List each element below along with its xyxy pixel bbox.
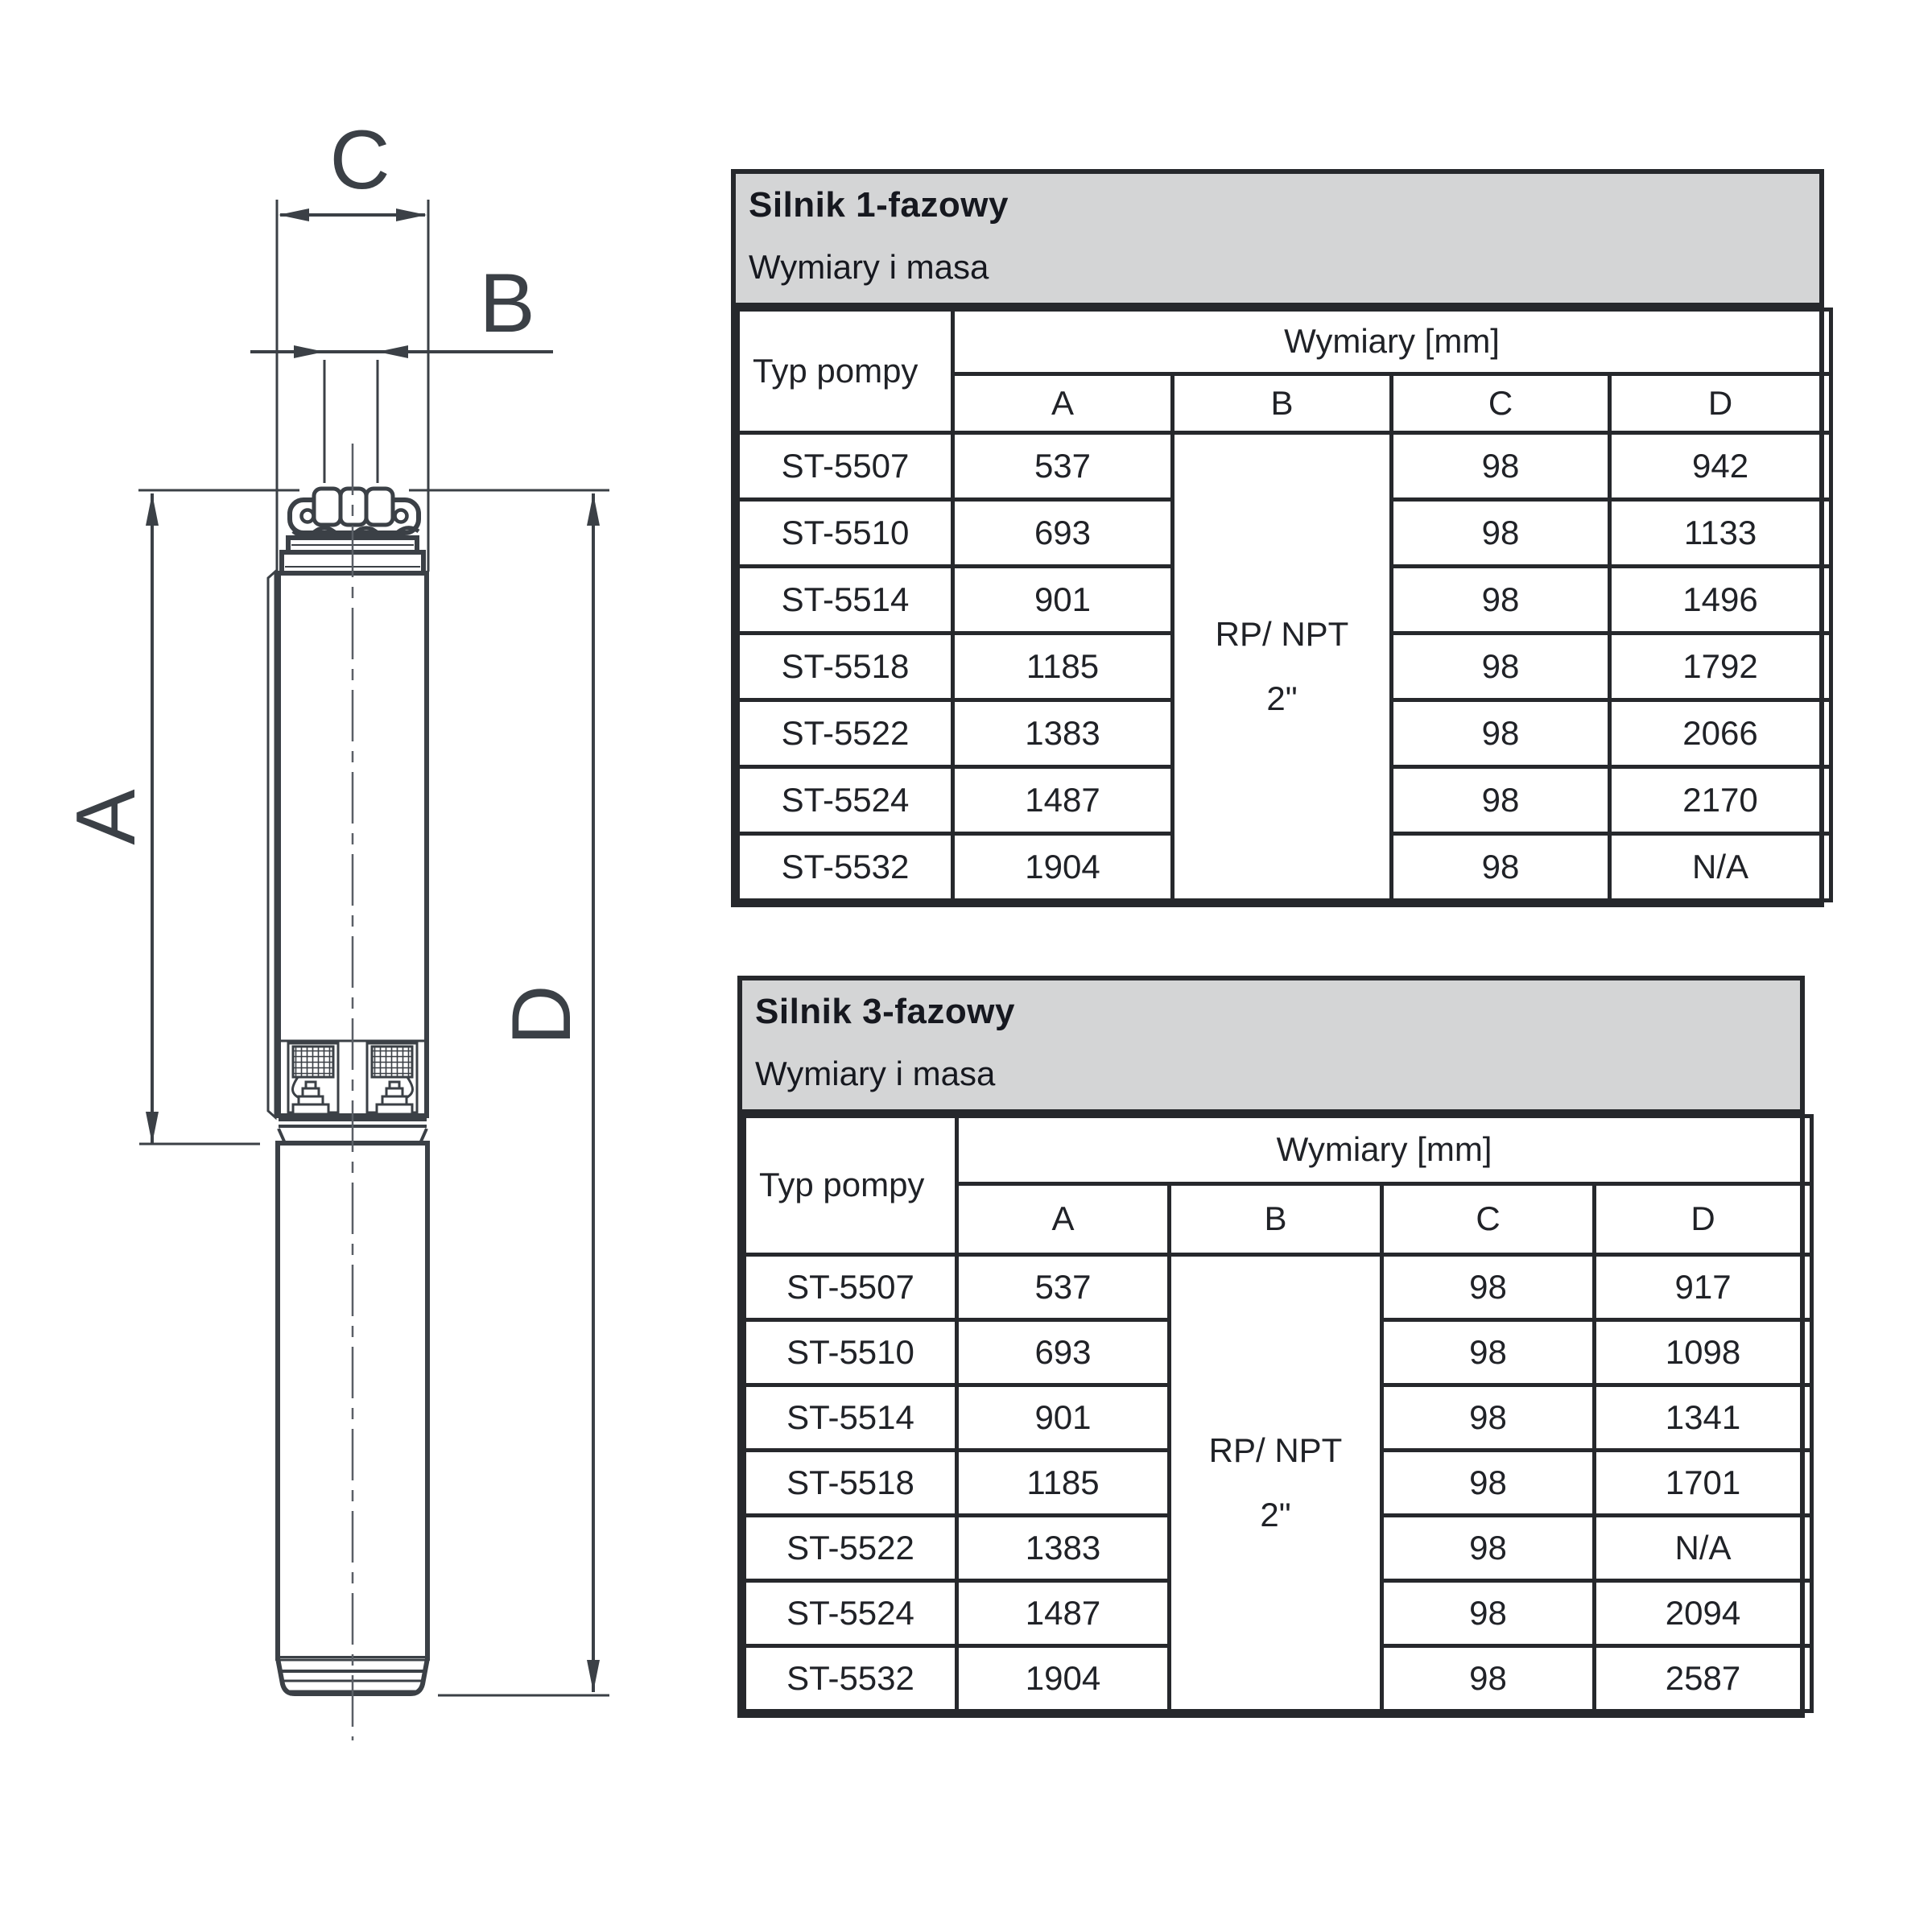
winding-coil-left (293, 1046, 333, 1077)
cell-d: N/A (1610, 834, 1831, 901)
table1-header-row-1 (738, 310, 1831, 374)
dim-label-d: D (495, 985, 588, 1046)
arrow-d-up (587, 493, 600, 526)
pump-outline (268, 489, 427, 1694)
column-header-dimensions: Wymiary [mm] (957, 1117, 1812, 1184)
dim-label-b: B (479, 257, 535, 350)
winding-coil-right (372, 1046, 412, 1077)
cell-a: 901 (957, 1385, 1170, 1451)
cell-type: ST-5532 (745, 1646, 957, 1711)
cell-a: 1185 (957, 1451, 1170, 1516)
cell-c: 98 (1392, 500, 1610, 567)
arrow-d-down (587, 1660, 600, 1692)
cell-d: 1133 (1610, 500, 1831, 567)
cable-guard (268, 572, 275, 1117)
column-header-b: B (1173, 374, 1392, 433)
cell-a: 693 (953, 500, 1173, 567)
table1-title: Silnik 1-fazowy (749, 185, 1009, 225)
cell-b-merged (1173, 433, 1392, 901)
arrow-a-up (146, 493, 159, 526)
column-header-pump-type: Typ pompy (745, 1117, 957, 1255)
arrow-a-down (146, 1112, 159, 1144)
cell-type: ST-5510 (745, 1320, 957, 1385)
table-row (745, 1255, 1812, 1320)
arrow-c-right (396, 208, 427, 221)
table-row (738, 433, 1831, 500)
cell-c: 98 (1392, 433, 1610, 500)
cell-a: 1904 (957, 1646, 1170, 1711)
table1-subtitle: Wymiary i masa (749, 248, 989, 286)
cell-d: 1792 (1610, 634, 1831, 700)
column-header-pump-type: Typ pompy (738, 310, 953, 433)
cell-c: 98 (1392, 700, 1610, 767)
cell-b-merged (1170, 1255, 1382, 1711)
cell-a: 537 (953, 433, 1173, 500)
cell-type: ST-5522 (738, 700, 953, 767)
table2-header-band (742, 980, 1800, 1114)
arrow-b-right (378, 345, 408, 358)
column-header-dimensions: Wymiary [mm] (953, 310, 1831, 374)
cell-c: 98 (1382, 1385, 1595, 1451)
ear-hole-right (395, 510, 407, 522)
arrow-c-left (279, 208, 309, 221)
b-thread-line1: RP/ NPT (1208, 1431, 1343, 1469)
cell-c: 98 (1392, 567, 1610, 634)
discharge-thread-1 (314, 489, 341, 525)
winding-assembly-right (367, 1043, 417, 1114)
cell-type: ST-5514 (738, 567, 953, 634)
cell-c: 98 (1382, 1255, 1595, 1320)
cell-type: ST-5507 (745, 1255, 957, 1320)
table2-subtitle: Wymiary i masa (755, 1055, 996, 1092)
cell-type: ST-5522 (745, 1516, 957, 1581)
cell-c: 98 (1382, 1320, 1595, 1385)
cell-d: 1098 (1595, 1320, 1812, 1385)
cell-a: 1487 (953, 767, 1173, 834)
table2-header-row-1 (745, 1117, 1812, 1184)
table1-grid (736, 308, 1833, 902)
cell-a: 693 (957, 1320, 1170, 1385)
column-header-c: C (1382, 1184, 1595, 1255)
column-header-a: A (953, 374, 1173, 433)
cell-c: 98 (1392, 767, 1610, 834)
dim-label-c: C (329, 114, 390, 207)
cell-d: 2170 (1610, 767, 1831, 834)
b-thread-line1: RP/ NPT (1215, 615, 1349, 653)
cell-d: 917 (1595, 1255, 1812, 1320)
cell-type: ST-5524 (738, 767, 953, 834)
ear-hole-left (302, 510, 314, 522)
table-single-phase-motor (731, 169, 1824, 907)
cell-a: 1904 (953, 834, 1173, 901)
table2-grid (742, 1114, 1814, 1713)
b-thread-line2: 2" (1260, 1496, 1291, 1534)
cell-d: 2587 (1595, 1646, 1812, 1711)
cell-a: 1383 (957, 1516, 1170, 1581)
column-header-b: B (1170, 1184, 1382, 1255)
b-thread-line2: 2" (1266, 679, 1298, 717)
cell-d: N/A (1595, 1516, 1812, 1581)
column-header-c: C (1392, 374, 1610, 433)
winding-assembly-left (288, 1043, 338, 1114)
cell-type: ST-5524 (745, 1581, 957, 1646)
cell-type: ST-5507 (738, 433, 953, 500)
arrow-b-left (294, 345, 324, 358)
column-header-d: D (1610, 374, 1831, 433)
cell-c: 98 (1392, 834, 1610, 901)
column-header-a: A (957, 1184, 1170, 1255)
cell-a: 1487 (957, 1581, 1170, 1646)
cell-d: 2066 (1610, 700, 1831, 767)
cell-type: ST-5518 (738, 634, 953, 700)
cell-c: 98 (1382, 1516, 1595, 1581)
cell-type: ST-5510 (738, 500, 953, 567)
terminal-left-base (293, 1104, 328, 1114)
cell-d: 2094 (1595, 1581, 1812, 1646)
cell-type: ST-5532 (738, 834, 953, 901)
table1-header-band (736, 174, 1819, 308)
terminal-right-cap (390, 1082, 399, 1088)
terminal-right-base (377, 1104, 412, 1114)
table2-title: Silnik 3-fazowy (755, 992, 1015, 1031)
pump-technical-drawing (0, 0, 708, 1932)
table-three-phase-motor (737, 976, 1805, 1718)
cell-type: ST-5514 (745, 1385, 957, 1451)
cell-c: 98 (1382, 1646, 1595, 1711)
cell-a: 901 (953, 567, 1173, 634)
column-header-d: D (1595, 1184, 1812, 1255)
cell-d: 1701 (1595, 1451, 1812, 1516)
cell-a: 537 (957, 1255, 1170, 1320)
discharge-thread-3 (366, 489, 393, 525)
cell-d: 1341 (1595, 1385, 1812, 1451)
cell-c: 98 (1392, 634, 1610, 700)
cell-c: 98 (1382, 1451, 1595, 1516)
cell-c: 98 (1382, 1581, 1595, 1646)
cell-type: ST-5518 (745, 1451, 957, 1516)
dim-label-a: A (60, 789, 153, 845)
terminal-left-cap (306, 1082, 316, 1088)
cell-d: 1496 (1610, 567, 1831, 634)
cell-a: 1383 (953, 700, 1173, 767)
cell-a: 1185 (953, 634, 1173, 700)
cell-d: 942 (1610, 433, 1831, 500)
